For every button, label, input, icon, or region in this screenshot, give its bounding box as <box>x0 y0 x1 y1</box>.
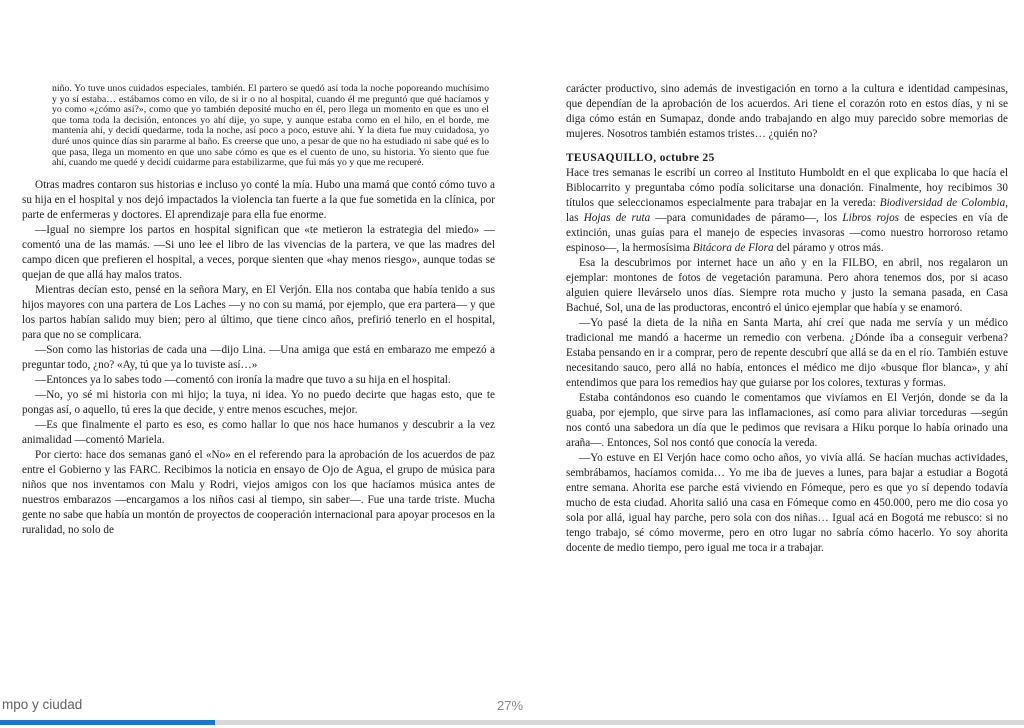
right-page <box>566 82 1008 556</box>
progress-bar[interactable] <box>0 720 1024 725</box>
right-page-continuation <box>566 82 1008 142</box>
paragraph: carácter productivo, sino además de investigación en torno a la cultura e identidad campesinas, que dependían de la aprobación de los acuerdos. Ari tiene el corazón roto en estos días, y ni se diga cómo están en Sumapaz, donde ando trabajando en algo muy parecido sobre memorias de mujeres. Nosotros también estamos tristes… ¿quién no? <box>566 83 1008 140</box>
paragraph: Mientras decían esto, pensé en la señora Mary, en El Verjón. Ella nos contaba que había tenido a sus hijos mayores con una partera de Los Laches —y no con su mamá, por ejemplo, que era partera— y que los partos habían salido muy bien; pero al último, que tiene cinco años, prefirió tenerlo en el hospital, para que no se complicara. <box>22 283 495 341</box>
paragraph: Esa la descubrimos por internet hace un año y en la FILBO, en abril, nos regalaron un ejemplar: montones de fotos de vegetación paramuna. Pero ahora tenemos dos, por si acaso alguien quiere llevárselo unos días. Siempre rota mucho y justo la semana pasada, en Casa Bachué, Sol, una de las productoras, encontró el único ejemplar que había y se enamoró. <box>566 257 1008 314</box>
paragraph: Otras madres contaron sus historias e incluso yo conté la mía. Hubo una mamá que contó cómo tuvo a su hija en el hospital y nos dejó impactados la violencia tan fuerte a la que fue sometida en la clínica, por parte de enfermeras y doctores. El aprendizaje para ella fue enorme. <box>22 178 495 221</box>
paragraph: Hace tres semanas le escribí un correo al Instituto Humboldt en el que explicaba lo que hacía el Biblocarrito y preguntaba cómo podía solicitarse una donación. Finalmente, hoy recibimos 30 títulos que seleccionamos especialmente para trabajar en la vereda: Biodiversidad de Colombia, las Hojas de ruta —para comunidades de páramo—, los Libros rojos de especies en vía de extinción, unas guías para el manejo de especies invasoras —como nuestro horroroso retamo espinoso—, la hermosísima Bitácora de Flora del páramo y otros más. <box>566 167 1008 254</box>
paragraph: —Son como las historias de cada una —dijo Lina. —Una amiga que está en embarazo me empezó a preguntar todo, ¿no? «Ay, tú que ya lo tuviste así…» <box>22 343 495 371</box>
paragraph: Estaba contándonos eso cuando le comentamos que vivíamos en El Verjón, donde se da la guaba, por ejemplo, que sirve para las inflamaciones, así como para aliviar torceduras —según nos contó una sabedora un día que le pedimos que revisara a Hiku porque lo había orinado una araña—. Entonces, Sol nos contó que conocía la vereda. <box>566 392 1008 449</box>
progress-percentage: 27% <box>497 698 524 713</box>
paragraph: Por cierto: hace dos semanas ganó el «No» en el referendo para la aprobación de los acuerdos de paz entre el Gobierno y las FARC. Recibimos la noticia en ensayo de Ojo de Agua, el grupo de música para niños que nos inventamos con Malu y Rodri, viejos amigos con los que hacíamos música antes de nuestros embarazos —encargamos a los niños casi al tiempo, sin saber—. Fue una tarde triste. Mucha gente no sabe que había un montón de proyectos de cooperación internacional para apoyar procesos en la ruralidad, no solo de <box>22 448 495 536</box>
footer <box>0 690 1024 728</box>
progress-bar-fill <box>0 720 215 725</box>
paragraph: —No, yo sé mi historia con mi hijo; la tuya, ni idea. Yo no puedo decirte que hagas esto, que te pongas así, o aquello, tú eres la que decide, y entre menos escuches, mejor. <box>22 388 495 416</box>
block-quote: niño. Yo tuve unos cuidados especiales, también. El partero se quedó así toda la noche poporeando muchísimo y yo sí estaba… estábamos como en vilo, de si ir o no al hospital, cuando él me preguntó que qué hacíamos y yo como «¿cómo así?», como que yo también deposité mucho en él, pero llega un momento en que es uno el que toma toda la decisión, entonces yo ahí dije, yo supe, y aunque estaba como en el hilo, en el borde, me mantenía ahí, y decidí quedarme, toda la noche, así poco a poco, estuve ahí. Y la dieta fue muy cuidadosa, yo duré unos quince días sin pararme al baño. Es creerse que uno, a pesar de que no ha estudiado ni sabe qué es lo que pasa, llega un momento en que uno sabe cómo es que es el cuento de uno, su historia. Yo siento que fue ahí, cuando me quedé y decidí cuidarme para estabilizarme, que fui más yo y que me recuperé. <box>52 83 489 169</box>
book-title: mpo y ciudad <box>2 697 83 712</box>
paragraph: —Igual no siempre los partos en hospital significan que «te metieron la estrategia del miedo» —comentó una de las mamás. —Si uno lee el libro de las vivencias de la partera, ve que las madres del campo dicen que prefieren el hospital, a veces, porque sienten que «hay menos riesgo», aunque todas se quejan de que allá hay malos tratos. <box>22 223 495 281</box>
right-page-paragraphs <box>566 166 1008 556</box>
paragraph: —Es que finalmente el parto es eso, es como hallar lo que nos hace humanos y descubrir a la vez animalidad —comentó Mariela. <box>22 418 495 446</box>
left-page <box>22 82 495 538</box>
section-heading: TEUSAQUILLO, octubre 25 <box>566 152 715 164</box>
paragraph: —Yo pasé la dieta de la niña en Santa Marta, ahí creí que nada me servía y un médico tradicional me mandó a hacerme un remedio con verbena. ¿Dónde iba a conseguir verbena? Estaba pensando en ir a comprar, pero de repente descubrí que allá se da en el río. También estuve necesitando sauco, pero allá no había, entonces el médico me dijo «busque flor blanca», y ahí entendimos que para los remedios hay que guiarse por los colores, texturas y formas. <box>566 317 1008 389</box>
left-page-paragraphs <box>22 178 495 538</box>
paragraph: —Yo estuve en El Verjón hace como ocho años, yo vivía allá. Se hacían muchas actividades, sembrábamos, hacíamos comida… Yo me iba de jueves a lunes, para bajar a estudiar a Bogotá entre semana. Ahorita ese parche está viviendo en Fómeque, pero es que yo sí dependo todavía mucho de esta ciudad. Ahorita salió una casa en Fómeque como en 450.000, pero me dio cosa yo sola por allá, igual hay parche, pero sola con dos niñas… Igual acá en Bogotá me rebusco: si no tengo trabajo, sé cómo moverme, pero en otro lugar no sabría cómo hacerlo. Yo soy ahorita docente de medio tiempo, pero igual me toca ir a trabajar. <box>566 452 1008 554</box>
paragraph: —Entonces ya lo sabes todo —comentó con ironía la madre que tuvo a su hija en el hospital. <box>35 373 451 386</box>
